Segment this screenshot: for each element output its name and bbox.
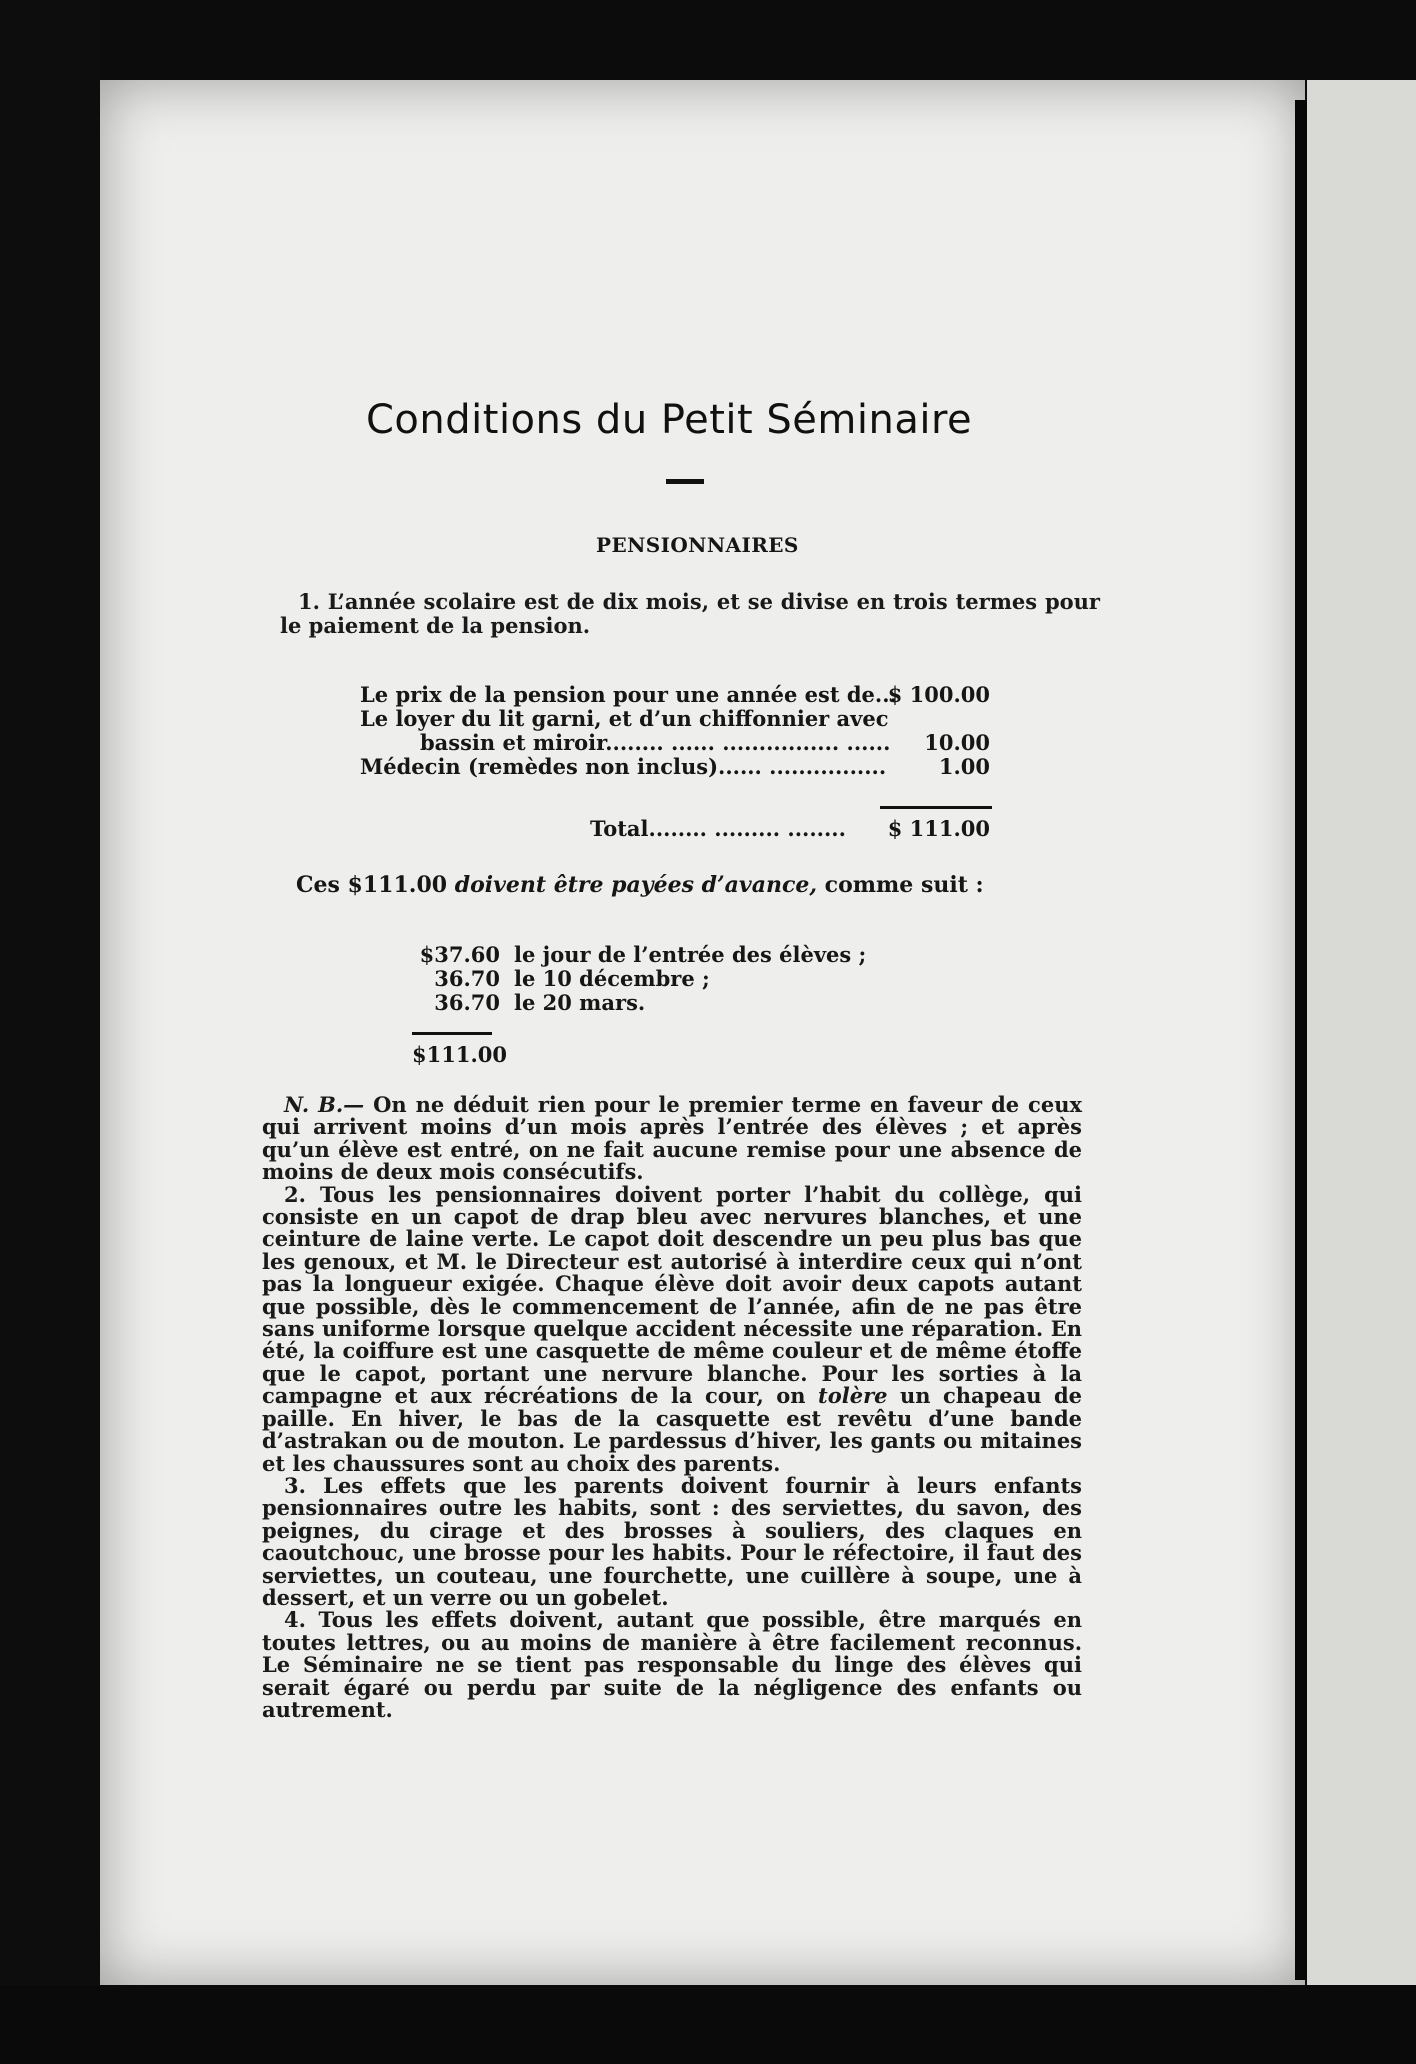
- payment-intro-emphasis: doivent être payées d’avance,: [454, 872, 817, 898]
- fee-label: bassin et miroir........ ...... ................ ......: [420, 730, 891, 755]
- fee-total-row: [590, 816, 990, 842]
- payment-intro-prefix: Ces $111.00: [296, 872, 448, 898]
- paragraph-1: 1. L’année scolaire est de dix mois, et se divise en trois termes pour le paiement de la pension.: [280, 589, 1100, 638]
- paragraph-2: [262, 1181, 1083, 1476]
- fee-total-rule: [880, 806, 992, 809]
- body-text: [262, 1094, 1082, 1721]
- paragraph-3: 3. Les effets que les parents doivent fournir à leurs enfants pensionnaires outre les habits, sont : des serviettes, du savon, des peignes, du cirage et des brosses à souliers, des claques en caoutchouc, une brosse pour les habits. Pour le réfectoire, il faut des serviettes, un couteau, une fourchette, une cuillère à soupe, une à dessert, et un verre ou un gobelet.: [262, 1472, 1082, 1610]
- schedule-amount: 36.70: [434, 990, 500, 1015]
- fee-total-amount: $ 111.00: [887, 816, 990, 841]
- schedule-row: [412, 990, 645, 1014]
- fee-total-label: Total........ ......... ........: [590, 816, 846, 841]
- paragraph-4: 4. Tous les effets doivent, autant que possible, être marqués en toutes lettres, ou au moins de manière à être facilement reconnus. Le Séminaire ne se tient pas responsable du linge des élèves qui serait égaré ou perdu par suite de la négligence des enfants ou autrement.: [262, 1607, 1082, 1722]
- fee-label: Le loyer du lit garni, et d’un chiffonnier avec: [360, 706, 889, 731]
- schedule-label: le 20 mars.: [514, 990, 646, 1015]
- fee-row: [360, 682, 990, 706]
- fee-amount: 1.00: [938, 754, 990, 779]
- page-edge-shadow: [1295, 100, 1307, 1980]
- schedule-total-rule: [412, 1032, 492, 1035]
- section-heading: PENSIONNAIRES: [596, 533, 799, 557]
- title-divider: [666, 479, 704, 484]
- fee-row: [360, 754, 990, 778]
- paragraph-2-emphasis: tolère: [818, 1383, 888, 1409]
- paragraph-2-part-a: 2. Tous les pensionnaires doivent porter l’habit du collège, qui consiste en un capot de drap bleu avec nervures blanches, et une ceinture de laine verte. Le capot doit descendre un peu plus bas que les genoux, et M. le Directeur est autorisé à interdire ceux qui n’ont pas la longueur exigée. Chaque élève doit avoir deux capots autant que possible, dès le commencement de l’année, afin de ne pas être sans uniforme lorsque quelque accident nécessite une réparation. En été, la coiffure est une casquette de même couleur et de même étoffe que le capot, portant une nervure blanche. Pour les sorties à la campagne et aux récréations de la cour, on: [262, 1181, 1082, 1409]
- fee-amount: $ 100.00: [887, 682, 990, 707]
- payment-intro-suffix: comme suit :: [824, 872, 984, 898]
- fee-row: [360, 730, 990, 754]
- schedule-amount: $37.60: [419, 942, 500, 967]
- page-title: Conditions du Petit Séminaire: [366, 396, 973, 443]
- schedule-total: $111.00: [412, 1042, 507, 1067]
- schedule-label: le 10 décembre ;: [514, 966, 710, 991]
- fee-amount: 10.00: [924, 730, 990, 755]
- schedule-row: [412, 966, 710, 990]
- scan-right-margin: [1307, 80, 1416, 1985]
- fee-label: Le prix de la pension pour une année est de...: [360, 682, 897, 707]
- fee-label: Médecin (remèdes non inclus)...... ................: [360, 754, 887, 779]
- nota-bene-text: On ne déduit rien pour le premier terme en faveur de ceux qui arrivent moins d’un mois après l’entrée des élèves ; et après qu’un élève est entré, on ne fait aucune remise pour une absence de moins de deux mois consécutifs.: [262, 1092, 1082, 1185]
- scan-left-border: [0, 0, 100, 2064]
- nota-bene-lead: N. B.—: [284, 1092, 365, 1117]
- schedule-amount: 36.70: [434, 966, 500, 991]
- payment-intro: [296, 872, 984, 898]
- nota-bene-paragraph: [262, 1094, 1082, 1184]
- schedule-label: le jour de l’entrée des élèves ;: [514, 942, 867, 967]
- scan-bottom-border: [0, 1985, 1416, 2064]
- fee-row: [360, 706, 990, 730]
- paragraph-2-part-b: un chapeau de paille. En hiver, le bas de la casquette est revêtu d’une bande d’astrakan ou de mouton. Le pardessus d’hiver, les gants ou mitaines et les chaussures sont au choix des parents.: [262, 1383, 1083, 1476]
- schedule-row: [412, 942, 866, 966]
